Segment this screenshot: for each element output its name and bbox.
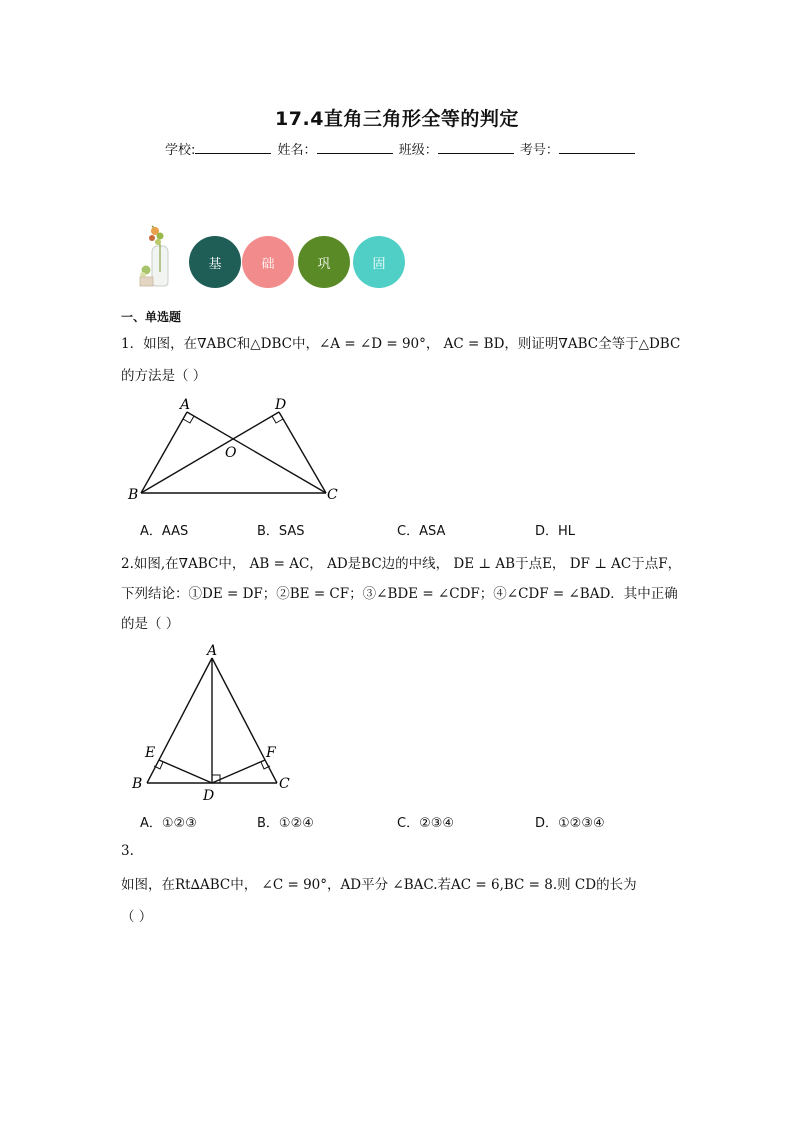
banner-circle-3-label: 巩	[317, 256, 331, 272]
q2-option-d: D．①②③④	[535, 816, 605, 831]
label-b: B	[128, 487, 139, 503]
section-title: 一、单选题	[121, 310, 182, 324]
q3-line-2: （ ）	[121, 909, 153, 925]
banner-circle-1-label: 基	[208, 256, 222, 272]
vase-plant-illustration	[138, 222, 178, 290]
line-bd	[141, 412, 279, 493]
q1-option-d: D．HL	[535, 524, 576, 539]
class-label: 班级：	[398, 143, 438, 158]
q1-line-2: 的方法是（ ）	[121, 368, 207, 384]
school-blank	[195, 141, 271, 154]
label-e: E	[145, 745, 156, 761]
q1-option-a: A．AAS	[140, 524, 189, 539]
banner-circle-1	[189, 236, 241, 288]
banner-circle-4	[353, 236, 405, 288]
q1-figure	[124, 396, 344, 506]
q2-option-a: A．①②③	[140, 816, 197, 831]
label-d: D	[275, 397, 287, 413]
q2-option-c: C．②③④	[397, 816, 455, 831]
banner-circle-4-label: 固	[372, 256, 386, 272]
banner-circle-3	[298, 236, 350, 288]
label-d: D	[203, 788, 215, 804]
line-de	[159, 760, 212, 783]
banner-circle-2	[242, 236, 294, 288]
label-f: F	[266, 745, 276, 761]
q2-figure	[124, 638, 304, 808]
exam-blank	[559, 141, 635, 154]
label-a: A	[207, 643, 218, 659]
line-ab	[147, 658, 212, 783]
q2-line-1: 2.如图,在∇ABC中， AB = AC， AD是BC边的中线， DE ⊥ AB于点E， DF ⊥ AC于点F，	[121, 556, 682, 572]
class-blank	[438, 141, 514, 154]
q1-option-c: C．ASA	[397, 524, 446, 539]
q3-line-1: 如图，在Rt∆ABC中， ∠C = 90°，AD平分 ∠BAC.若AC = 6,BC = 8.则 CD的长为	[121, 877, 637, 893]
q3-number: 3.	[121, 843, 134, 859]
page-title: 17.4直角三角形全等的判定	[275, 108, 519, 130]
exam-label: 考号：	[519, 143, 559, 158]
q2-line-3: 的是（ ）	[121, 616, 180, 632]
label-c: C	[279, 776, 290, 792]
banner-circle-2-label: 础	[261, 256, 275, 272]
student-info-line	[165, 139, 637, 158]
line-ac	[212, 658, 277, 783]
label-a: A	[180, 397, 191, 413]
q1-line-1: 1．如图，在∇ABC和△DBC中，∠A = ∠D = 90°， AC = BD，则证明∇ABC全等于△DBC	[121, 336, 681, 352]
line-dc	[279, 412, 326, 493]
q1-option-b: B．SAS	[257, 524, 305, 539]
name-label: 姓名：	[277, 143, 317, 158]
school-label: 学校:	[165, 143, 196, 158]
name-blank	[317, 141, 393, 154]
label-c: C	[327, 487, 338, 503]
q2-option-b: B．①②④	[257, 816, 314, 831]
label-b: B	[132, 776, 143, 792]
q2-line-2: 下列结论：①DE = DF；②BE = CF；③∠BDE = ∠CDF；④∠CDF = ∠BAD．其中正确	[121, 586, 678, 602]
line-ba	[141, 412, 187, 493]
line-ac	[187, 412, 326, 493]
label-o: O	[225, 445, 237, 461]
